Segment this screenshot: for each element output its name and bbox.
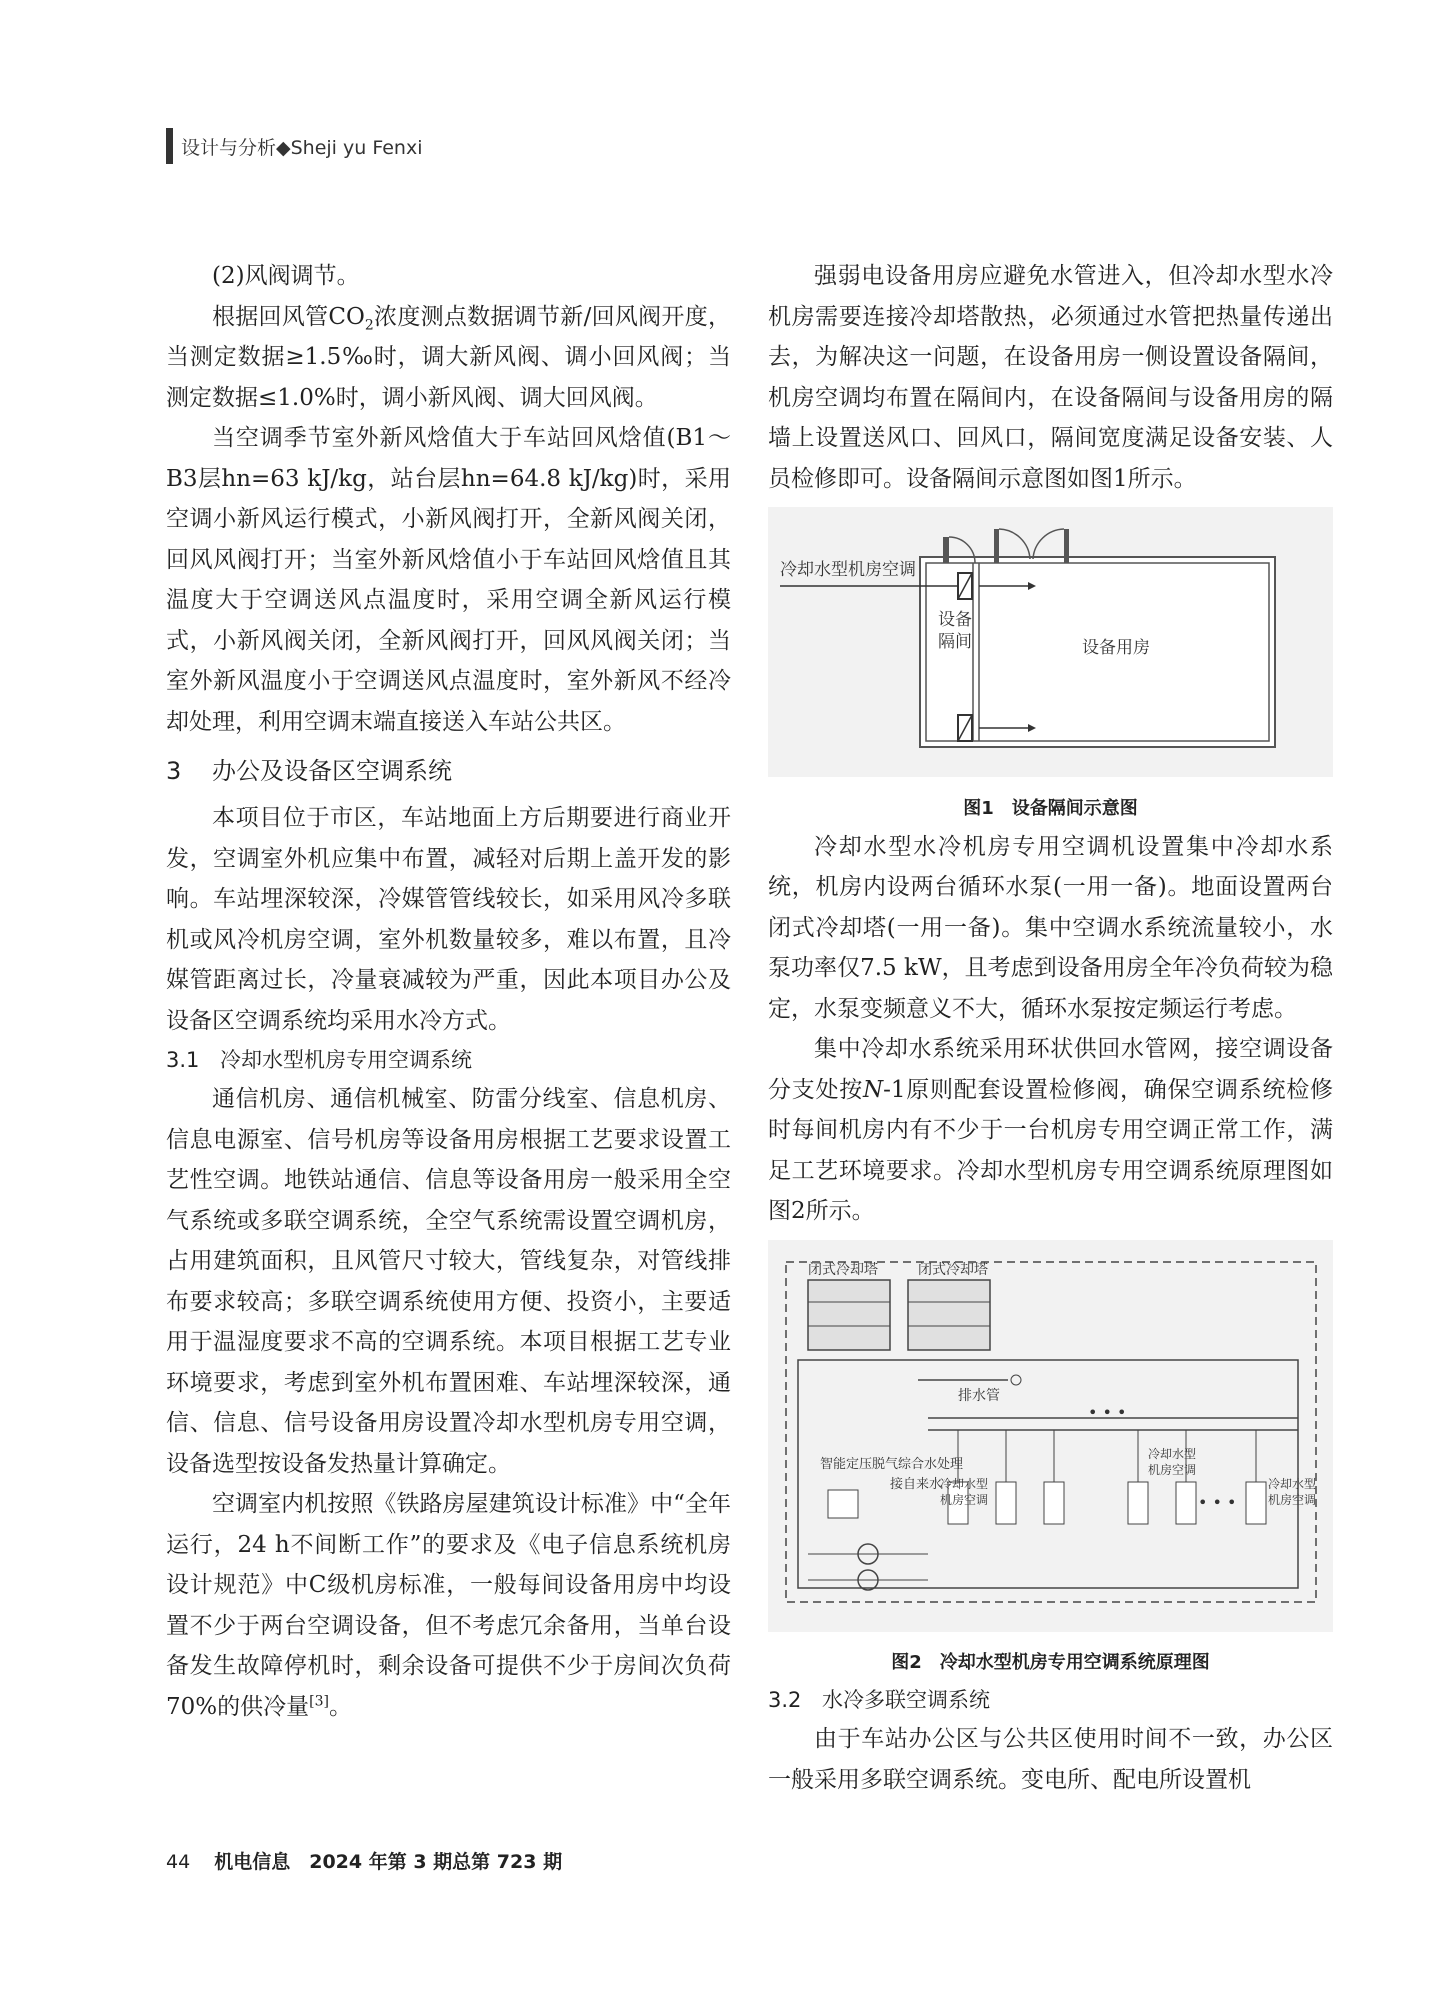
svg-text:冷却水型: 冷却水型 bbox=[1268, 1476, 1317, 1491]
subsection-heading: 3.2 水冷多联空调系统 bbox=[768, 1688, 990, 1712]
drain-label: 排水管 bbox=[958, 1387, 1000, 1404]
paragraph: 由于车站办公区与公共区使用时间不一致，办公区一般采用多联空调系统。变电所、配电所设置机 bbox=[768, 1726, 1333, 1793]
paragraph: (2)风阀调节。 bbox=[212, 263, 360, 289]
running-header bbox=[166, 128, 422, 164]
label-partition: 隔间 bbox=[938, 632, 972, 652]
page-number: 44 bbox=[166, 1851, 191, 1873]
svg-text:• • •: • • • bbox=[1088, 1402, 1127, 1422]
paragraph: 当空调季节室外新风焓值大于车站回风焓值(B1～B3层hn=63 kJ/kg，站台层hn=64.8 kJ/kg)时，采用空调小新风运行模式，小新风阀打开，全新风阀关闭，回风风阀打开；当室外新风焓值小于车站回风焓值且其温度大于空调送风点温度时，采用空调全新风运行模式，小新风阀关闭，全新风阀打开，回风风阀关闭；当室外新风温度小于空调送风点温度时，室外新风不经冷却处理，利用空调末端直接送入车站公共区。 bbox=[166, 425, 731, 735]
journal-info: 机电信息 2024 年第 3 期总第 723 期 bbox=[214, 1851, 563, 1873]
tower-label: 闭式冷却塔 bbox=[918, 1261, 988, 1278]
tower-label: 闭式冷却塔 bbox=[808, 1261, 878, 1278]
svg-text:冷却水型: 冷却水型 bbox=[940, 1476, 989, 1491]
paragraph: 根据回风管$CO_2$浓度测点数据调节新/回风阀开度，当测定数据≥1.5‰时，调大新风阀、调小回风阀；当测定数据≤1.0%时，调小新风阀、调大回风阀。 bbox=[166, 303, 731, 411]
paragraph: 强弱电设备用房应避免水管进入，但冷却水型水冷机房需要连接冷却塔散热，必须通过水管把热量传递出去，为解决这一问题，在设备用房一侧设置设备隔间，机房空调均布置在隔间内，在设备隔间与设备用房的隔墙上设置送风口、回风口，隔间宽度满足设备安装、人员检修即可。设备隔间示意图如图1所示。 bbox=[768, 263, 1333, 492]
svg-text:机房空调: 机房空调 bbox=[1148, 1462, 1197, 1477]
paragraph: 空调室内机按照《铁路房屋建筑设计标准》中“全年运行，24 h不间断工作”的要求及《电子信息系统机房设计规范》中C级机房标准，一般每间设备用房中均设置不少于两台空调设备，但不考虑冗余备用，当单台设备发生故障停机时，剩余设备可提供不少于房间次负荷70%的供冷量[3]。 bbox=[166, 1491, 731, 1720]
svg-text:• • •: • • • bbox=[1198, 1492, 1237, 1512]
equipment-partition-diagram bbox=[768, 507, 1333, 777]
system-schematic bbox=[768, 1240, 1333, 1632]
label-partition: 设备 bbox=[938, 610, 972, 630]
paragraph: 通信机房、通信机械室、防雷分线室、信息机房、信息电源室、信号机房等设备用房根据工艺要求设置工艺性空调。地铁站通信、信息等设备用房一般采用全空气系统或多联空调系统，全空气系统需设置空调机房，占用建筑面积，且风管尺寸较大，管线复杂，对管线排布要求较高；多联空调系统使用方便、投资小，主要适用于温湿度要求不高的空调系统。本项目根据工艺专业环境要求，考虑到室外机布置困难、车站埋深较深，通信、信息、信号设备用房设置冷却水型机房专用空调，设备选型按设备发热量计算确定。 bbox=[166, 1086, 731, 1477]
label-ac: 冷却水型机房空调 bbox=[780, 560, 916, 580]
figure-caption: 图1 设备隔间示意图 bbox=[963, 797, 1138, 819]
paragraph: 冷却水型水冷机房专用空调机设置集中冷却水系统，机房内设两台循环水泵(一用一备)。地面设置两台闭式冷却塔(一用一备)。集中空调水系统流量较小，水泵功率仅7.5 kW，且考虑到设备用房全年冷负荷较为稳定，水泵变频意义不大，循环水泵按定频运行考虑。 bbox=[768, 833, 1333, 1022]
header-text: 设计与分析◆Sheji yu Fenxi bbox=[181, 136, 423, 159]
subsection-heading: 3.1 冷却水型机房专用空调系统 bbox=[166, 1048, 472, 1072]
svg-text:冷却水型: 冷却水型 bbox=[1148, 1446, 1197, 1461]
figure-1 bbox=[768, 507, 1333, 825]
tap-label: 接自来水 bbox=[890, 1476, 943, 1492]
right-column bbox=[768, 256, 1333, 1800]
figure-2 bbox=[768, 1240, 1333, 1680]
paragraph: 本项目位于市区，车站地面上方后期要进行商业开发，空调室外机应集中布置，减轻对后期上盖开发的影响。车站埋深较深，冷媒管管线较长，如采用风冷多联机或风冷机房空调，室外机数量较多，难以布置，且冷媒管距离过长，冷量衰减较为严重，因此本项目办公及设备区空调系统均采用水冷方式。 bbox=[166, 805, 731, 1034]
svg-text:机房空调: 机房空调 bbox=[940, 1492, 989, 1507]
header-bar bbox=[166, 128, 173, 164]
treatment-label: 智能定压脱气综合水处理 bbox=[820, 1456, 964, 1472]
left-column bbox=[166, 256, 731, 1727]
page-footer bbox=[166, 1847, 562, 1874]
svg-text:机房空调: 机房空调 bbox=[1268, 1492, 1317, 1507]
figure-caption: 图2 冷却水型机房专用空调系统原理图 bbox=[891, 1652, 1210, 1673]
section-heading: 3 办公及设备区空调系统 bbox=[166, 757, 452, 785]
paragraph: 集中冷却水系统采用环状供回水管网，接空调设备分支处按N-1原则配套设置检修阀，确保空调系统检修时每间机房内有不少于一台机房专用空调正常工作，满足工艺环境要求。冷却水型机房专用空调系统原理图如图2所示。 bbox=[768, 1036, 1334, 1224]
label-room: 设备用房 bbox=[1082, 638, 1150, 658]
